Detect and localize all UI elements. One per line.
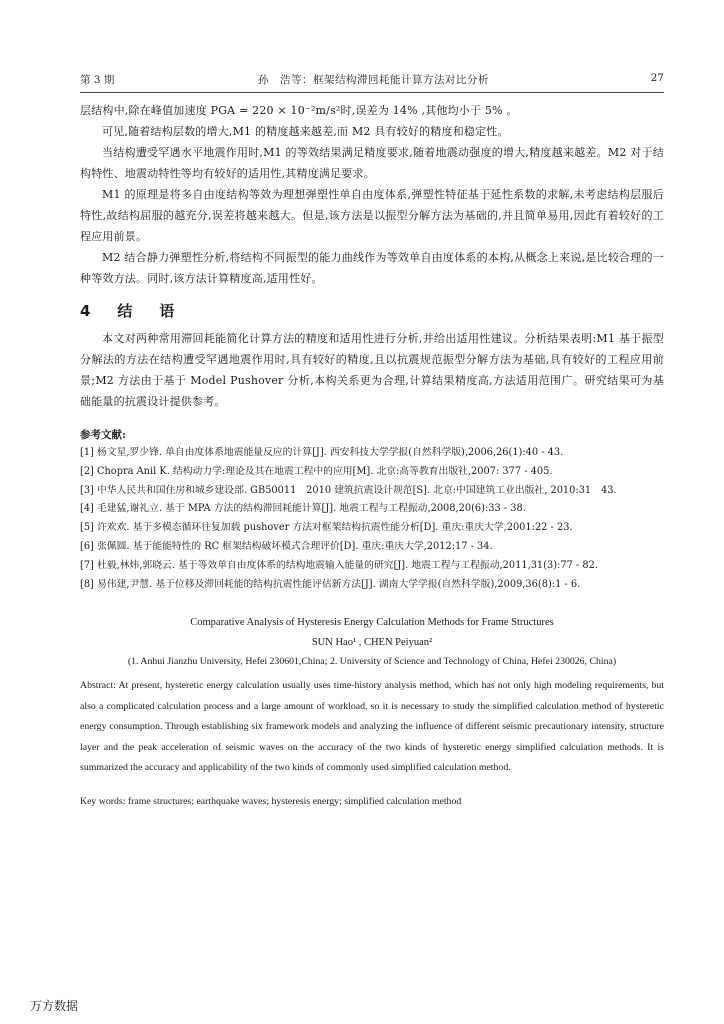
references-heading: 参考文献:	[80, 429, 126, 441]
reference-item: [2] Chopra Anil K. 结构动力学:理论及其在地震工程中的应用[M]. 北京:高等教育出版社,2007: 377 - 405.	[80, 465, 553, 477]
reference-item: [4] 毛建猛,谢礼立. 基于 MPA 方法的结构滞回耗能计算[J]. 地震工程与工程振动,2008,20(6):33 - 38.	[80, 503, 526, 515]
section-heading: 4 结 语	[80, 302, 181, 320]
conclusion-block	[80, 328, 664, 412]
running-title: 孙 浩等：框架结构滞回耗能计算方法对比分析	[258, 74, 489, 86]
page-number: 27	[650, 72, 664, 84]
paragraph-3: 当结构遭受罕遇水平地震作用时,M1 的等效结果满足精度要求,随着地震动强度的增大,精度越来越差。M2 对于结构特性、地震动特性等均有较好的适用性,其精度满足要求。	[80, 146, 664, 180]
english-authors: SUN Hao¹ , CHEN Peiyuan²	[311, 637, 433, 648]
conclusion-paragraph: 本文对两种常用滞回耗能简化计算方法的精度和适用性进行分析,并给出适用性建议。分析结果表明:M1 基于振型分解法的方法在结构遭受罕遇地震作用时,具有较好的精度,且以抗震规范振型分解方法为基础,具有较好的工程应用前景;M2 方法由于基于 Model Pushover 分析,本构关系更为合理,计算结果精度高,方法适用范围广。研究结果可为基础能量的抗震设计提供参考。	[80, 332, 664, 408]
paragraph-5: M2 结合静力弹塑性分析,将结构不同振型的能力曲线作为等效单自由度体系的本构,从概念上来说,是比较合理的一种等效方法。同时,该方法计算精度高,适用性好。	[80, 251, 664, 285]
reference-item: [5] 许欢欢. 基于多模态循环往复加载 pushover 方法对框架结构抗震性能分析[D]. 重庆:重庆大学,2001:22 - 23.	[80, 522, 573, 534]
reference-item: [1] 杨文星,罗少锋. 单自由度体系地震能量反应的计算[J]. 西安科技大学学报(自然科学版),2006,26(1):40 - 43.	[80, 447, 564, 458]
reference-list	[80, 444, 664, 594]
database-watermark: 万方数据	[30, 999, 79, 1013]
body-text	[80, 100, 664, 289]
english-abstract: Abstract: At present, hysteretic energy calculation usually uses time-history analysis method, which has not only high modeling requirements, but also a complicated calculation process and a large amount of workload, so it is necessary to study the simplified calculation method of hysteretic energy consumption. Through establishing six framework models and analyzing the influence of different seismic precautionary intensity, structure layer and the peak acceleration of seismic waves on the accuracy of the two kinds of hysteretic energy simplified calculation methods. It is summarized the accuracy and applicability of the two kinds of commonly used simplified calculation method.	[80, 680, 664, 773]
running-header	[80, 72, 664, 90]
english-title: Comparative Analysis of Hysteresis Energy Calculation Methods for Frame Structures	[190, 617, 554, 628]
english-affiliation: (1. Anhui Jianzhu University, Hefei 230601,China; 2. University of Science and Technology of China, Hefei 230026, China)	[127, 656, 617, 667]
paragraph-2: 可见,随着结构层数的增大,M1 的精度越来越差,而 M2 具有较好的精度和稳定性。	[102, 125, 509, 138]
issue-label: 第 3 期	[80, 74, 115, 86]
header-rule	[80, 92, 664, 93]
paragraph-4: M1 的原理是将多自由度结构等效为理想弹塑性单自由度体系,弹塑性特征基于延性系数的求解,未考虑结构层服后特性,故结构屈服的越充分,误差将越来越大。但是,该方法是以振型分解方法为基础的,并且简单易用,因此有着较好的工程应用前景。	[80, 188, 664, 243]
reference-item: [7] 杜毅,林炜,郭晓云. 基于等效单自由度体系的结构地震输入能量的研究[J]. 地震工程与工程振动,2011,31(3):77 - 82.	[80, 559, 598, 571]
reference-item: [8] 易伟建,尹慧. 基于位移及滞回耗能的结构抗震性能评估新方法[J]. 湖南大学学报(自然科学版),2009,36(8):1 - 6.	[80, 578, 581, 590]
reference-item: [3] 中华人民共和国住房和城乡建设部. GB50011 2010 建筑抗震设计规范[S]. 北京:中国建筑工业出版社, 2010:31 43.	[80, 484, 617, 496]
paragraph-1: 层结构中,除在峰值加速度 PGA = 220 × 10⁻²m/s²时,误差为 14% ,其他均小于 5% 。	[80, 104, 518, 117]
reference-item: [6] 张佩圆. 基于能能特性的 RC 框架结构破坏模式合理评价[D]. 重庆:重庆大学,2012:17 - 34.	[80, 540, 493, 552]
english-keywords: Key words: frame structures; earthquake waves; hysteresis energy; simplified calculation method	[80, 796, 462, 807]
